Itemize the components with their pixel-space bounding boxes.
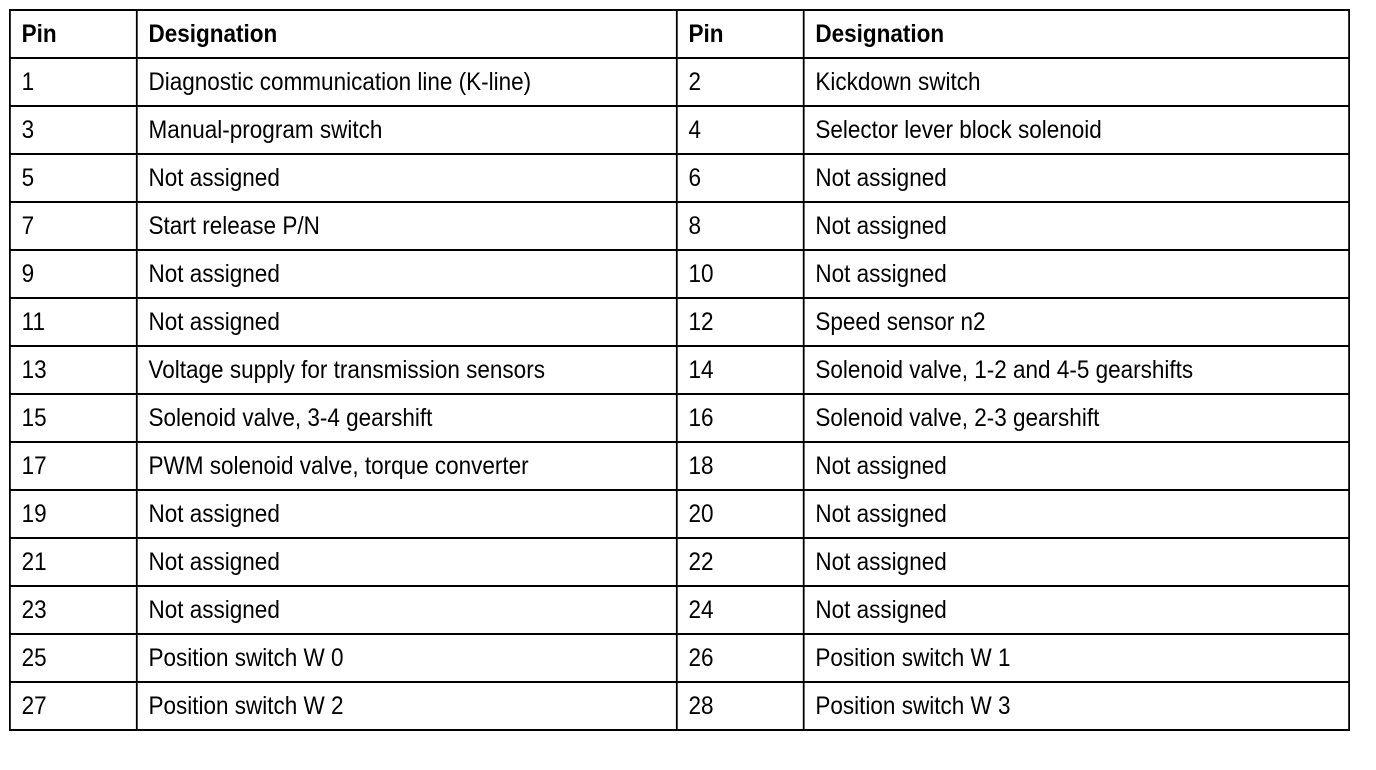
designation-cell-right: Not assigned <box>804 538 1349 586</box>
pin-cell-right: 8 <box>677 202 804 250</box>
pin-cell-left: 3 <box>10 106 137 154</box>
table-row <box>10 442 1349 490</box>
pin-cell-right: 12 <box>677 298 804 346</box>
designation-cell-right: Not assigned <box>804 490 1349 538</box>
designation-cell-right: Not assigned <box>804 442 1349 490</box>
designation-cell-left: Not assigned <box>137 490 677 538</box>
pin-cell-left: 21 <box>10 538 137 586</box>
table-row <box>10 394 1349 442</box>
header-row <box>10 10 1349 58</box>
pin-cell-left: 19 <box>10 490 137 538</box>
designation-cell-right: Solenoid valve, 2-3 gearshift <box>804 394 1349 442</box>
header-designation-right: Designation <box>804 10 1349 58</box>
pin-cell-right: 2 <box>677 58 804 106</box>
header-pin-right: Pin <box>677 10 804 58</box>
designation-cell-left: Not assigned <box>137 586 677 634</box>
pin-cell-right: 28 <box>677 682 804 730</box>
pin-cell-right: 20 <box>677 490 804 538</box>
pin-cell-left: 1 <box>10 58 137 106</box>
designation-cell-right: Not assigned <box>804 154 1349 202</box>
designation-cell-right: Not assigned <box>804 202 1349 250</box>
designation-cell-right: Speed sensor n2 <box>804 298 1349 346</box>
designation-cell-left: Position switch W 0 <box>137 634 677 682</box>
header-designation-left: Designation <box>137 10 677 58</box>
pin-cell-right: 6 <box>677 154 804 202</box>
pin-cell-left: 25 <box>10 634 137 682</box>
designation-cell-right: Position switch W 3 <box>804 682 1349 730</box>
pin-cell-left: 7 <box>10 202 137 250</box>
pin-cell-left: 27 <box>10 682 137 730</box>
designation-cell-left: Position switch W 2 <box>137 682 677 730</box>
designation-cell-left: Not assigned <box>137 154 677 202</box>
table-row <box>10 346 1349 394</box>
designation-cell-left: Diagnostic communication line (K-line) <box>137 58 677 106</box>
pin-cell-right: 14 <box>677 346 804 394</box>
table-row <box>10 250 1349 298</box>
pin-cell-left: 23 <box>10 586 137 634</box>
table-row <box>10 58 1349 106</box>
pin-cell-left: 5 <box>10 154 137 202</box>
pin-cell-right: 18 <box>677 442 804 490</box>
pin-cell-left: 9 <box>10 250 137 298</box>
designation-cell-right: Not assigned <box>804 586 1349 634</box>
pin-cell-right: 4 <box>677 106 804 154</box>
designation-cell-left: PWM solenoid valve, torque converter <box>137 442 677 490</box>
pin-assignment-table <box>9 9 1350 731</box>
table-row <box>10 538 1349 586</box>
designation-cell-left: Not assigned <box>137 250 677 298</box>
designation-cell-left: Solenoid valve, 3-4 gearshift <box>137 394 677 442</box>
table-row <box>10 634 1349 682</box>
designation-cell-right: Solenoid valve, 1-2 and 4-5 gearshifts <box>804 346 1349 394</box>
pin-cell-right: 26 <box>677 634 804 682</box>
pin-cell-right: 22 <box>677 538 804 586</box>
table-row <box>10 682 1349 730</box>
header-pin-left: Pin <box>10 10 137 58</box>
pin-cell-left: 11 <box>10 298 137 346</box>
table-row <box>10 154 1349 202</box>
pin-assignment-table-container <box>9 9 1376 731</box>
table-row <box>10 106 1349 154</box>
designation-cell-right: Kickdown switch <box>804 58 1349 106</box>
designation-cell-left: Not assigned <box>137 298 677 346</box>
designation-cell-right: Not assigned <box>804 250 1349 298</box>
table-row <box>10 298 1349 346</box>
designation-cell-left: Voltage supply for transmission sensors <box>137 346 677 394</box>
pin-cell-left: 15 <box>10 394 137 442</box>
designation-cell-right: Selector lever block solenoid <box>804 106 1349 154</box>
pin-cell-left: 17 <box>10 442 137 490</box>
designation-cell-left: Manual-program switch <box>137 106 677 154</box>
designation-cell-left: Start release P/N <box>137 202 677 250</box>
table-row <box>10 586 1349 634</box>
pin-cell-right: 24 <box>677 586 804 634</box>
table-row <box>10 490 1349 538</box>
pin-cell-right: 10 <box>677 250 804 298</box>
table-header <box>10 10 1349 58</box>
table-row <box>10 202 1349 250</box>
table-body <box>10 58 1349 730</box>
designation-cell-left: Not assigned <box>137 538 677 586</box>
pin-cell-right: 16 <box>677 394 804 442</box>
pin-cell-left: 13 <box>10 346 137 394</box>
designation-cell-right: Position switch W 1 <box>804 634 1349 682</box>
